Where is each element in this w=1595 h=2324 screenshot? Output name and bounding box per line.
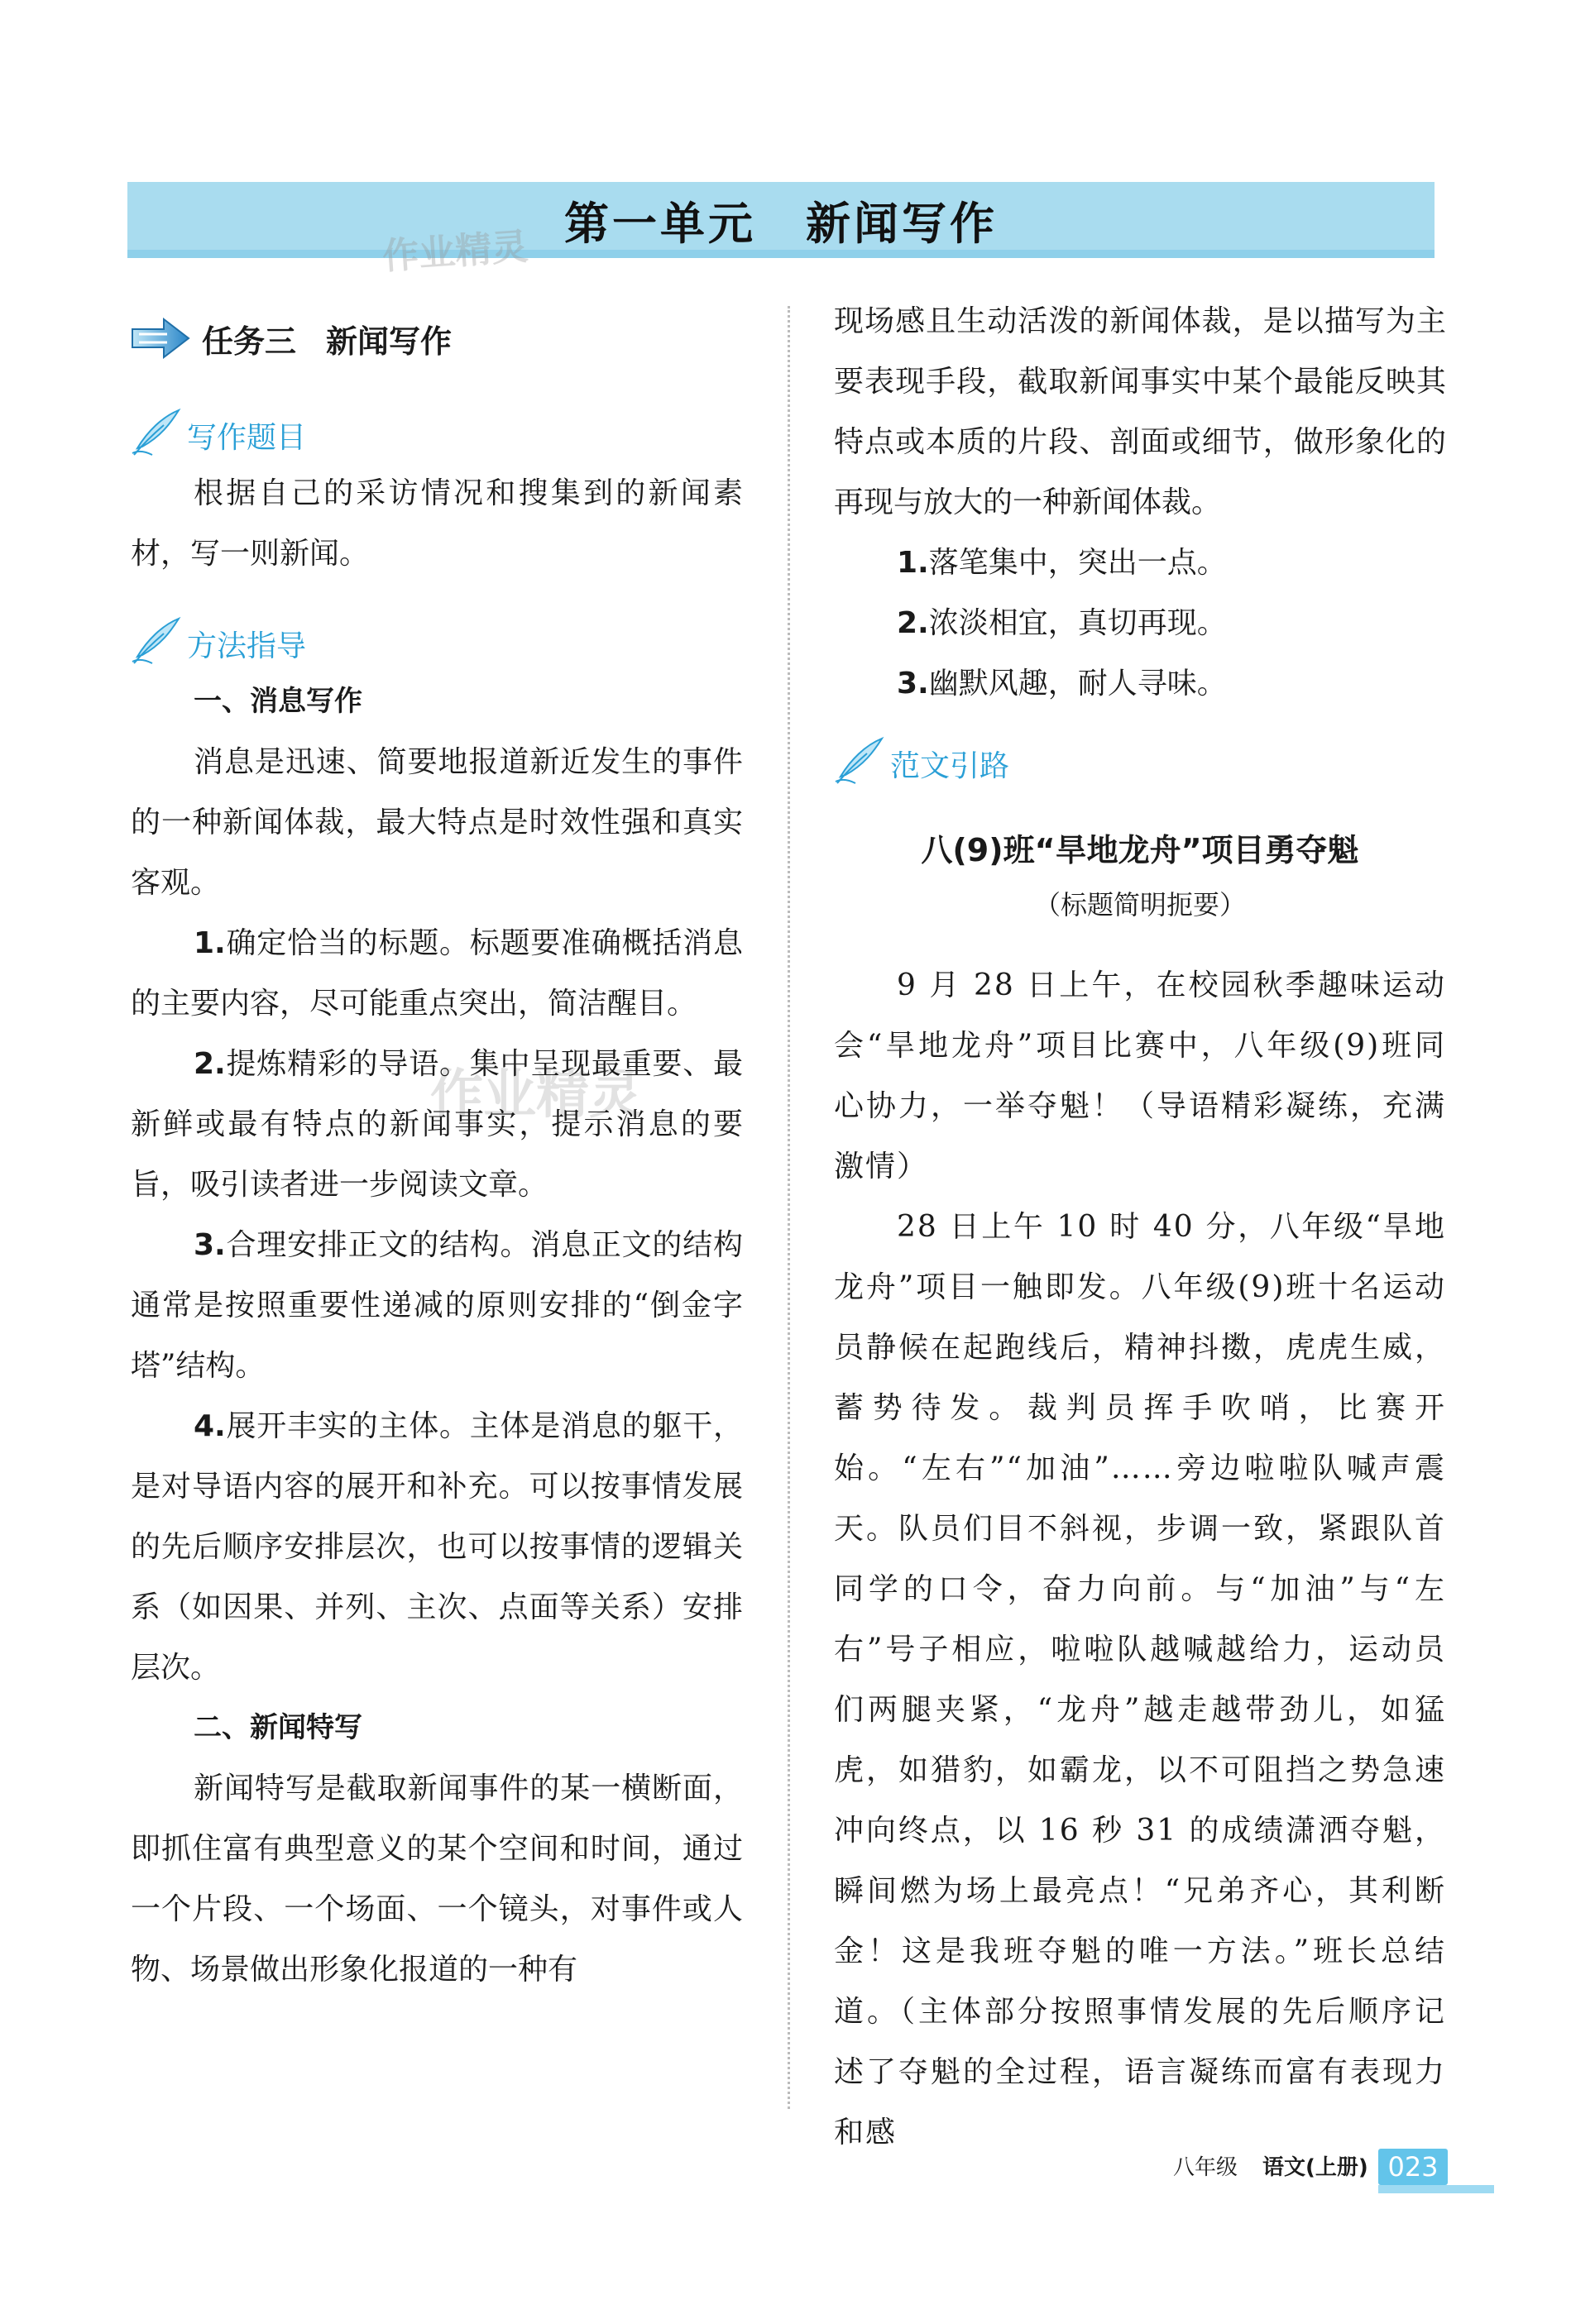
- watermark-top: 作业精灵: [381, 225, 529, 279]
- item-text: 提炼精彩的导语。集中呈现最重要、最新鲜或最有特点的新闻事实，提示消息的要旨，吸引读者进一步阅读文章。: [131, 1047, 743, 1202]
- article-title-note: （标题简明扼要）: [1033, 889, 1246, 921]
- list-item: [131, 913, 743, 1034]
- list-item: [131, 1215, 743, 1396]
- unit-banner: [127, 182, 1435, 258]
- item-number: 1.: [194, 926, 226, 960]
- list-item: [131, 1396, 743, 1698]
- list-item: [834, 593, 1446, 653]
- item-number: 1.: [897, 546, 929, 580]
- item-number: 2.: [194, 1047, 226, 1081]
- feature-intro-end: 现场感且生动活泼的新闻体裁，是以描写为主要表现手段，截取新闻事实中某个最能反映其特点或本质的片段、剖面或细节，做形象化的再现与放大的一种新闻体裁。: [834, 304, 1446, 519]
- left-column: [131, 298, 743, 2000]
- article-paragraph-body: 28 日上午 10 时 40 分，八年级“旱地龙舟”项目一触即发。八年级(9)班十名运动员静候在起跑线后，精神抖擞，虎虎生威，蓄势待发。裁判员挥手吹哨，比赛开始。“左右”“加油”……旁边啦啦队喊声震天。队员们目不斜视，步调一致，紧跟队首同学的口令，奋力向前。与“加油”与“左右”号子相应，啦啦队越喊越给力，运动员们两腿夹紧，“龙舟”越走越带劲儿，如猛虎，如猎豹，如霸龙，以不可阻挡之势急速冲向终点，以 16 秒 31 的成绩潇洒夺魁，瞬间燃为场上最亮点！“兄弟齐心，其利断金！这是我班夺魁的唯一方法。”班长总结道。（主体部分按照事情发展的先后顺序记述了夺魁的全过程，语言凝练而富有表现力和感: [834, 1210, 1446, 2149]
- feather-pen-icon: [131, 615, 182, 665]
- topic-text: 根据自己的采访情况和搜集到的新闻素材，写一则新闻。: [131, 476, 743, 571]
- section-method: [131, 607, 743, 665]
- page-footer: [1173, 2150, 1368, 2181]
- page-number-bar: [1378, 2185, 1494, 2193]
- item-number: 3.: [194, 1228, 226, 1262]
- section-topic: [131, 399, 743, 457]
- section-topic-label: 写作题目: [187, 421, 307, 455]
- page-number: 023: [1378, 2149, 1448, 2185]
- task-label: 任务三: [202, 323, 297, 360]
- item-text: 幽默风趣，耐人寻味。: [928, 667, 1227, 701]
- item-text: 确定恰当的标题。标题要准确概括消息的主要内容，尽可能重点突出，简洁醒目。: [131, 926, 743, 1021]
- item-number: 2.: [897, 606, 929, 640]
- footer-grade: 八年级: [1173, 2155, 1238, 2180]
- task-heading: [131, 301, 743, 375]
- article-title: 八(9)班“旱地龙舟”项目勇夺魁: [921, 832, 1359, 868]
- watermark-middle: 作业精灵: [430, 1064, 642, 1126]
- list-item: [834, 653, 1446, 714]
- section-example: [834, 727, 1446, 785]
- task-title: 新闻写作: [326, 323, 453, 360]
- subheading-news-message: 一、消息写作: [194, 685, 362, 718]
- feather-pen-icon: [834, 735, 885, 785]
- column-divider: [788, 306, 790, 2109]
- footer-subject: 语文(上册): [1262, 2155, 1368, 2180]
- list-item: [131, 1034, 743, 1215]
- arrow-icon: [131, 318, 190, 359]
- section-example-label: 范文引路: [890, 749, 1010, 783]
- item-text: 合理安排正文的结构。消息正文的结构通常是按照重要性递减的原则安排的“倒金字塔”结构。: [131, 1228, 743, 1383]
- item-text: 浓淡相宜，真切再现。: [928, 606, 1227, 640]
- feature-intro-start: 新闻特写是截取新闻事件的某一横断面，即抓住富有典型意义的某个空间和时间，通过一个片段、一个场面、一个镜头，对事件或人物、场景做出形象化报道的一种有: [131, 1772, 743, 1987]
- item-text: 落笔集中，突出一点。: [928, 546, 1227, 580]
- article-paragraph-lead: 9 月 28 日上午，在校园秋季趣味运动会“旱地龙舟”项目比赛中，八年级(9)班同心协力，一举夺魁！（导语精彩凝练，充满激情）: [834, 968, 1446, 1184]
- subheading-news-feature: 二、新闻特写: [194, 1711, 362, 1744]
- section-method-label: 方法指导: [187, 629, 307, 663]
- item-text: 展开丰实的主体。主体是消息的躯干，是对导语内容的展开和补充。可以按事情发展的先后顺序安排层次，也可以按事情的逻辑关系（如因果、并列、主次、点面等关系）安排层次。: [131, 1409, 743, 1685]
- item-number: 3.: [897, 667, 929, 701]
- list-item: [834, 533, 1446, 593]
- message-intro: 消息是迅速、简要地报道新近发生的事件的一种新闻体裁，最大特点是时效性强和真实客观。: [131, 745, 743, 900]
- item-number: 4.: [194, 1409, 226, 1443]
- right-column: [834, 291, 1446, 2163]
- unit-topic: 新闻写作: [806, 198, 998, 250]
- feather-pen-icon: [131, 407, 182, 457]
- unit-label: 第一单元: [564, 198, 756, 250]
- unit-title: [127, 189, 1435, 252]
